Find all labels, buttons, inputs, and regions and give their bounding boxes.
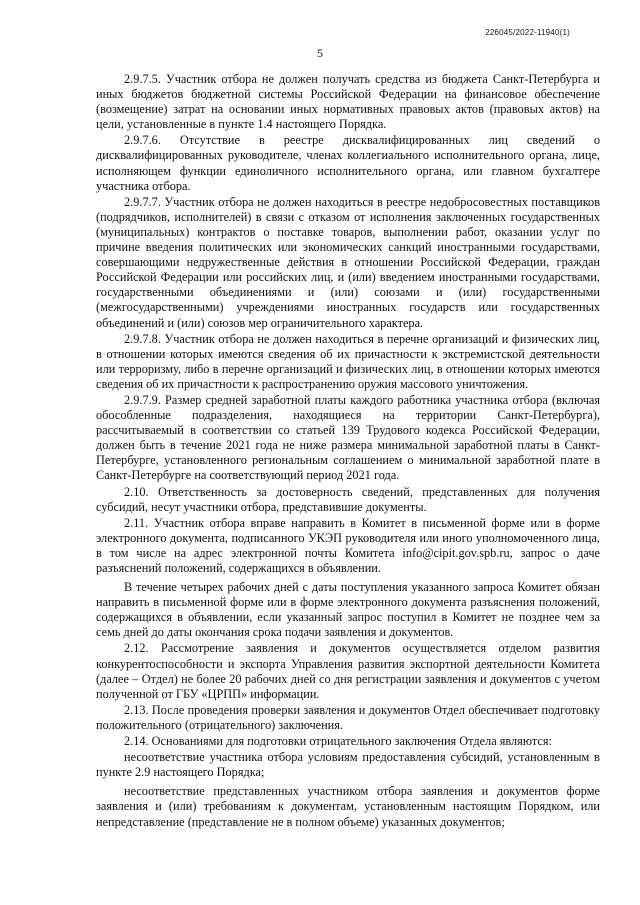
paragraph-2-14: 2.14. Основаниями для подготовки отрицательного заключения Отдела являются:: [124, 734, 552, 749]
list-item-condition-1: несоответствие участника отбора условиям предоставления субсидий, установленным в пункте 2.9 настоящего Порядка;: [96, 750, 600, 780]
paragraph-2-9-7-6: 2.9.7.6. Отсутствие в реестре дисквалифицированных лиц сведений о дисквалифицированных руководителе, членах коллегиального исполнительного органа, лице, исполняющем функции единоличного исполнительного органа, или главном бухгалтере участника отбора.: [96, 133, 600, 193]
list-item-condition-2: несоответствие представленных участником отбора заявления и документов форме заявления и (или) требованиям к документам, установленным настоящим Порядком, или непредставление (представление не в полном объеме) указанных документов;: [96, 784, 600, 829]
document-registration-number: 226045/2022-11940(1): [485, 28, 570, 37]
paragraph-2-12: 2.12. Рассмотрение заявления и документов осуществляется отделом развития конкурентоспособности и экспорта Управления развития экспортной деятельности Комитета (далее – Отдел) не более 20 рабочих дней со дня регистрации заявления и документов с учетом полученной от ГБУ «ЦРПП» информации.: [96, 641, 600, 701]
document-body: [96, 72, 600, 831]
paragraph-2-9-7-8: 2.9.7.8. Участник отбора не должен находиться в перечне организаций и физических лиц, в отношении которых имеются сведения об их причастности к экстремистской деятельности или терроризму, либо в перечне организаций и физических лиц, в отношении которых имеются сведения об их причастности к распространению оружия массового уничтожения.: [96, 331, 600, 391]
paragraph-2-11: 2.11. Участник отбора вправе направить в Комитет в письменной форме или в форме электронного документа, подписанного УКЭП руководителя или иного уполномоченного лица, в том числе на адрес электронной почты Комитета info@cipit.gov.spb.ru, запрос о даче разъяснений положений, содержащихся в объявлении.: [96, 515, 600, 575]
paragraph-2-9-7-5: 2.9.7.5. Участник отбора не должен получать средства из бюджета Санкт-Петербурга и иных бюджетов бюджетной системы Российской Федерации на финансовое обеспечение (возмещение) затрат на основании иных нормативных правовых актов (правовых актов) на цели, установленные в пункте 1.4 настоящего Порядка.: [96, 72, 600, 132]
paragraph-2-13: 2.13. После проведения проверки заявления и документов Отдел обеспечивает подготовку положительного (отрицательного) заключения.: [96, 702, 600, 732]
paragraph-2-11-continued: В течение четырех рабочих дней с даты поступления указанного запроса Комитет обязан направить в письменной форме или в форме электронного документа разъяснения положений, содержащихся в объявлении, если указанный запрос поступил в Комитет не позднее чем за семь дней до даты окончания срока подачи заявления и документов.: [96, 580, 600, 640]
page-number: 5: [317, 46, 323, 60]
paragraph-2-9-7-7: 2.9.7.7. Участник отбора не должен находиться в реестре недобросовестных поставщиков (подрядчиков, исполнителей) в связи с отказом от исполнения заключенных государственных (муниципальных) контрактов о поставке товаров, выполнении работ, оказании услуг по причине введения политических или экономических санкций иностранными государствами, совершающими недружественные действия в отношении Российской Федерации, граждан Российской Федерации или российских лиц, и (или) введением иностранными государствами, государственными объединениями и (или) союзами и (или) государственными (межгосударственными) учреждениями иностранных государств или государственных объединений и (или) союзов мер ограничительного характера.: [96, 194, 600, 330]
paragraph-2-10: 2.10. Ответственность за достоверность сведений, представленных для получения субсидий, несут участники отбора, представившие документы.: [96, 484, 600, 514]
paragraph-2-9-7-9: 2.9.7.9. Размер средней заработной платы каждого работника участника отбора (включая обособленные подразделения, находящиеся на территории Санкт-Петербурга), рассчитываемый в соответствии со статьей 139 Трудового кодекса Российской Федерации, должен быть в течение 2021 года не ниже размера минимальной заработной платы в Санкт-Петербурге, установленного региональным соглашением о минимальной заработной плате в Санкт-Петербурге на соответствующий период 2021 года.: [96, 392, 600, 483]
